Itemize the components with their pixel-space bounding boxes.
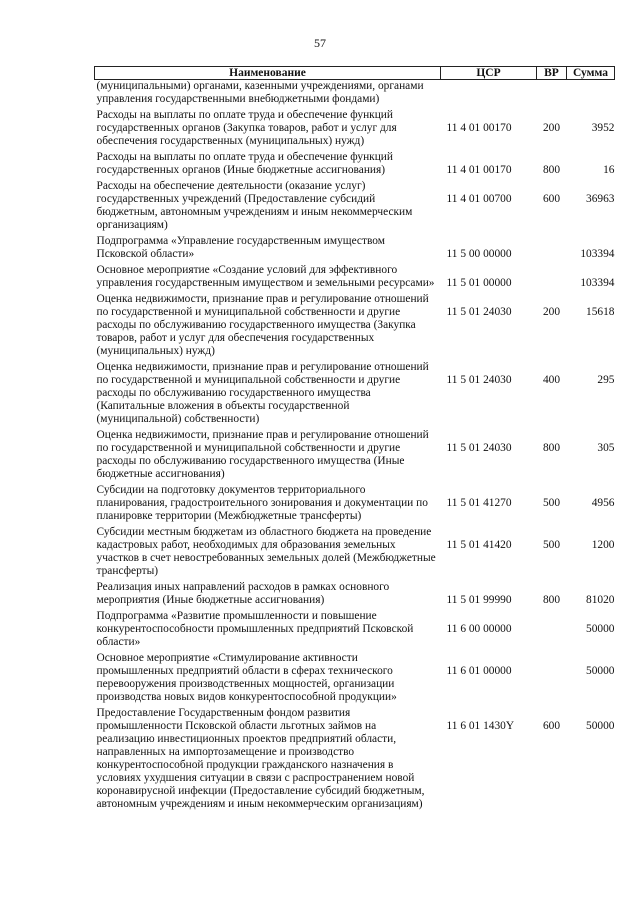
- row-vr: 200: [542, 122, 561, 134]
- table-row: [95, 235, 615, 264]
- row-sum: 103394: [580, 277, 615, 289]
- page-number: 57: [314, 36, 326, 50]
- row-csr: 11 5 00 00000: [446, 248, 512, 260]
- row-name: Субсидии местным бюджетам из областного бюджета на проведение кадастровых работ, необходимых для образования земельных участков в счет невостребованных земельных долей (Межбюджетные трансферты): [96, 526, 436, 577]
- row-csr: 11 5 01 00000: [446, 277, 512, 289]
- row-sum: 16: [603, 164, 615, 176]
- row-sum: 295: [597, 374, 615, 386]
- budget-table: [94, 66, 615, 814]
- row-vr: 600: [542, 193, 561, 205]
- row-csr: 11 4 01 00700: [446, 193, 512, 205]
- row-sum: 15618: [586, 306, 615, 318]
- row-name: Субсидии на подготовку документов территориального планирования, градостроительного зонирования и документации по планировке территории (Межбюджетные трансферты): [96, 484, 428, 522]
- row-sum: 50000: [586, 665, 615, 677]
- row-sum: 36963: [586, 193, 615, 205]
- table-row: [95, 484, 615, 526]
- row-sum: 4956: [591, 497, 615, 509]
- row-sum: 103394: [580, 248, 615, 260]
- row-csr: 11 4 01 00170: [446, 122, 512, 134]
- table-header-row: [95, 67, 615, 80]
- row-name: (муниципальными) органами, казенными учреждениями, органами управления государственными внебюджетными фондами): [96, 80, 424, 105]
- table-row: [95, 109, 615, 151]
- row-vr: 800: [542, 442, 561, 454]
- row-csr: [441, 80, 537, 110]
- table-row: [95, 652, 615, 707]
- row-sum: 3952: [591, 122, 615, 134]
- row-csr: 11 6 00 00000: [446, 623, 512, 635]
- row-vr: [537, 610, 567, 652]
- row-name: Оценка недвижимости, признание прав и регулирование отношений по государственной и муниципальной собственности и другие расходы по обслуживанию государственного имущества (Капитальные вложения в объекты государственной (муниципальной) собственности): [96, 361, 429, 425]
- table-row: [95, 429, 615, 484]
- row-name: Расходы на выплаты по оплате труда и обеспечение функций государственных органов (Закупка товаров, работ и услуг для обеспечения государственных (муниципальных) нужд): [96, 109, 397, 147]
- row-name: Расходы на выплаты по оплате труда и обеспечение функций государственных органов (Иные бюджетные ассигнования): [96, 151, 393, 176]
- table-row: [95, 80, 615, 110]
- row-vr: [537, 235, 567, 264]
- table-row: [95, 581, 615, 610]
- row-csr: 11 5 01 41420: [446, 539, 512, 551]
- row-name: Оценка недвижимости, признание прав и регулирование отношений по государственной и муниципальной собственности и другие расходы по обслуживанию государственного имущества (Иные бюджетные ассигнования): [96, 429, 429, 480]
- row-csr: 11 5 01 24030: [446, 442, 512, 454]
- table-row: [95, 526, 615, 581]
- row-csr: 11 5 01 41270: [446, 497, 512, 509]
- table-row: [95, 264, 615, 293]
- row-name: Основное мероприятие «Создание условий для эффективного управления государственным имуществом и земельными ресурсами»: [96, 264, 435, 289]
- row-sum: [567, 80, 615, 110]
- row-vr: [537, 652, 567, 707]
- row-vr: [537, 80, 567, 110]
- table-row: [95, 361, 615, 429]
- row-vr: 200: [542, 306, 561, 318]
- row-name: Предоставление Государственным фондом развития промышленности Псковской области льготных займов на реализацию инвестиционных проектов предприятий области, направленных на импортозамещение и производство конкурентоспособной продукции гражданского назначения в условиях ухудшения ситуации в связи с распространением новой коронавирусной инфекции (Предоставление субсидий бюджетным, автономным учреждениям и иным некоммерческим организациям): [96, 707, 425, 810]
- row-sum: 50000: [586, 623, 615, 635]
- row-csr: 11 5 01 24030: [446, 306, 512, 318]
- header-vr: ВР: [537, 67, 567, 80]
- table-row: [95, 707, 615, 814]
- row-csr: 11 6 01 00000: [446, 665, 512, 677]
- row-vr: 800: [542, 594, 561, 606]
- row-name: Основное мероприятие «Стимулирование активности промышленных предприятий области в сферах технического перевооружения производственных мощностей, организации производства новых видов конкурентоспособной продукции»: [96, 652, 397, 703]
- table-row: [95, 180, 615, 235]
- row-sum: 50000: [586, 720, 615, 732]
- row-csr: 11 4 01 00170: [446, 164, 512, 176]
- row-sum: 1200: [591, 539, 615, 551]
- table-row: [95, 151, 615, 180]
- row-sum: 305: [597, 442, 615, 454]
- row-name: Подпрограмма «Развитие промышленности и повышение конкурентоспособности промышленных предприятий Псковской области»: [96, 610, 414, 648]
- row-sum: 81020: [586, 594, 615, 606]
- row-vr: 600: [542, 720, 561, 732]
- row-vr: 400: [542, 374, 561, 386]
- row-csr: 11 5 01 24030: [446, 374, 512, 386]
- row-csr: 11 5 01 99990: [446, 594, 512, 606]
- header-name: Наименование: [95, 67, 441, 80]
- row-vr: 500: [542, 539, 561, 551]
- table-row: [95, 293, 615, 361]
- header-sum: Сумма: [567, 67, 615, 80]
- row-name: Расходы на обеспечение деятельности (оказание услуг) государственных учреждений (Предоставление субсидий бюджетным, автономным учреждениям и иным некоммерческим организациям): [96, 180, 413, 231]
- row-name: Оценка недвижимости, признание прав и регулирование отношений по государственной и муниципальной собственности и другие расходы по обслуживанию государственного имущества (Закупка товаров, работ и услуг для обеспечения государственных (муниципальных) нужд): [96, 293, 429, 357]
- row-name: Подпрограмма «Управление государственным имуществом Псковской области»: [96, 235, 385, 260]
- table-row: [95, 610, 615, 652]
- row-vr: 500: [542, 497, 561, 509]
- row-csr: 11 6 01 1430Y: [446, 720, 515, 732]
- header-csr: ЦСР: [441, 67, 537, 80]
- row-name: Реализация иных направлений расходов в рамках основного мероприятия (Иные бюджетные ассигнования): [96, 581, 390, 606]
- row-vr: 800: [542, 164, 561, 176]
- row-vr: [537, 264, 567, 293]
